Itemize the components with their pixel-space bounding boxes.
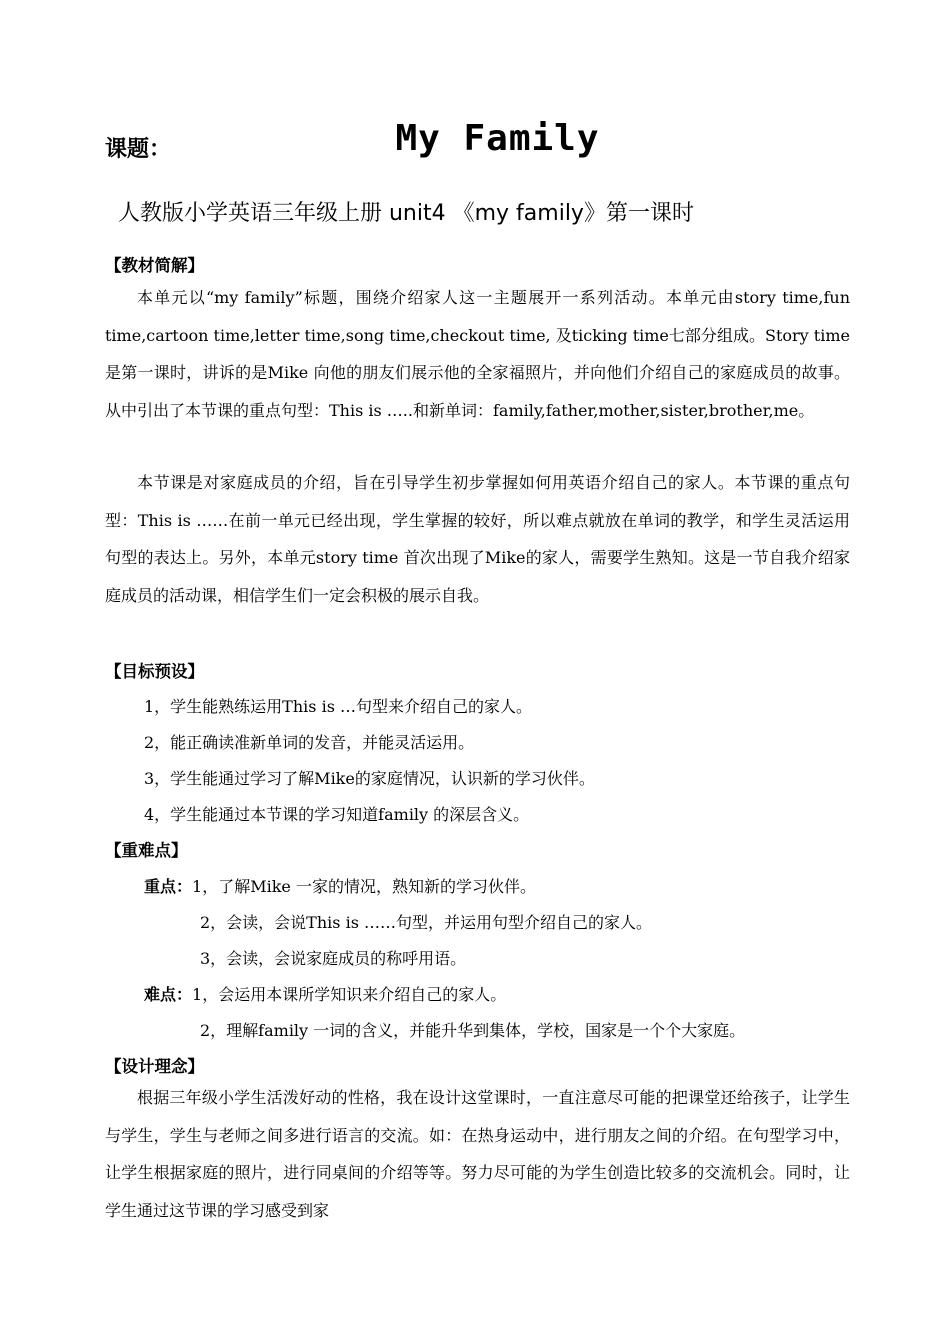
key-point-row-1 — [144, 874, 536, 897]
heading-design: 【设计理念】 — [105, 1057, 204, 1076]
key-point-label: 重点： — [144, 877, 193, 896]
goal-item-4: 4，学生能通过本节课的学习知道family 的深层含义。 — [144, 805, 530, 824]
key-point-item-3: 3，会读，会说家庭成员的称呼用语。 — [200, 949, 467, 968]
design-paragraph: 根据三年级小学生活泼好动的性格，我在设计这堂课时，一直注意尽可能的把课堂还给孩子，让学生与学生，学生与老师之间多进行语言的交流。如：在热身运动中，进行朋友之间的介绍。在句型学习中，让学生根据家庭的照片，进行同桌间的介绍等等。努力尽可能的为学生创造比较多的交流机会。同时，让学生通过这节课的学习感受到家 — [105, 1088, 850, 1220]
difficulty-item-1: 1，会运用本课所学知识来介绍自己的家人。 — [192, 985, 507, 1004]
difficulty-item-2: 2，理解family 一词的含义，并能升华到集体，学校，国家是一个个大家庭。 — [200, 1021, 746, 1040]
title-row — [105, 118, 850, 168]
key-point-item-2: 2，会读，会说This is ……句型，并运用句型介绍自己的家人。 — [200, 913, 652, 932]
difficulty-row-1 — [144, 982, 506, 1005]
materials-paragraph-2: 本节课是对家庭成员的介绍，旨在引导学生初步掌握如何用英语介绍自己的家人。本节课的重点句型：This is ……在前一单元已经出现，学生掌握的较好，所以难点就放在单词的教学，和学生灵活运用句型的表达上。另外，本单元story time 首次出现了Mike的家人，需要学生熟知。这是一节自我介绍家庭成员的活动课，相信学生们一定会积极的展示自我。 — [105, 473, 850, 605]
page-title: My Family — [395, 118, 600, 159]
title-label: 课题： — [105, 137, 172, 162]
heading-materials: 【教材简解】 — [105, 256, 204, 275]
heading-keypoints: 【重难点】 — [105, 841, 188, 860]
difficulty-label: 难点： — [144, 985, 193, 1004]
heading-goals: 【目标预设】 — [105, 662, 204, 681]
key-point-item-1: 1，了解Mike 一家的情况，熟知新的学习伙伴。 — [192, 877, 536, 896]
goal-item-3: 3，学生能通过学习了解Mike的家庭情况，认识新的学习伙伴。 — [144, 769, 595, 788]
goal-item-2: 2，能正确读准新单词的发音，并能灵活运用。 — [144, 733, 475, 752]
materials-paragraph-1: 本单元以“my family”标题，围绕介绍家人这一主题展开一系列活动。本单元由story time,fun time,cartoon time,letter time,song time,checkout time, 及ticking time七部分组成。Story time 是第一课时，讲诉的是Mike 向他的朋友们展示他的全家福照片，并向他们介绍自己的家庭成员的故事。从中引出了本节课的重点句型：This is …..和新单词：family,father,mother,sister,brother,me。 — [105, 288, 850, 420]
goal-item-1: 1，学生能熟练运用This is …句型来介绍自己的家人。 — [144, 697, 532, 716]
lesson-subtitle: 人教版小学英语三年级上册 unit4 《my family》第一课时 — [118, 201, 694, 226]
